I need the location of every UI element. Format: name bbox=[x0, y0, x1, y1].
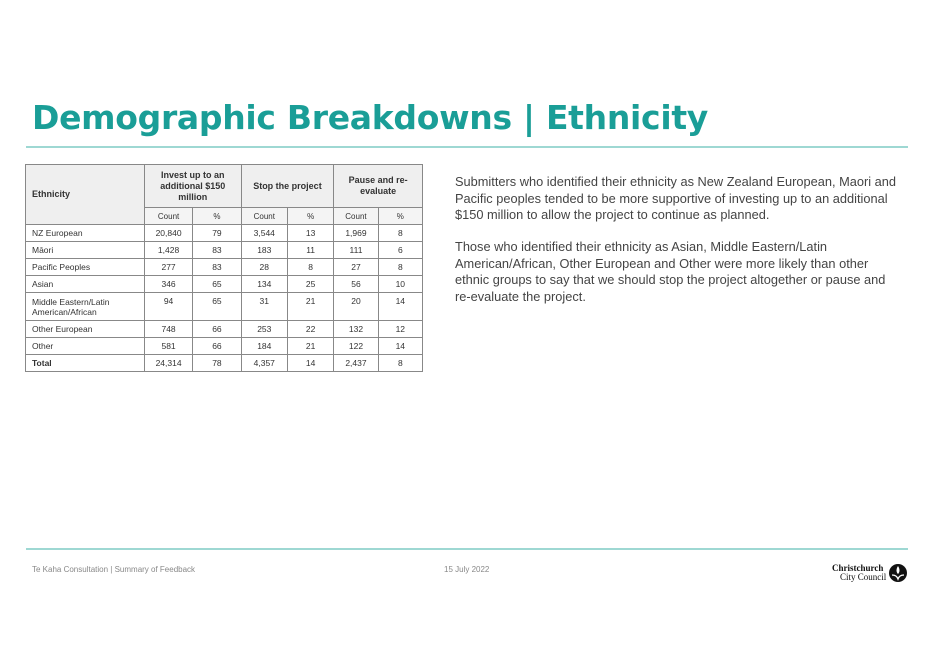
cell-stop-percent: 8 bbox=[287, 259, 333, 276]
cell-invest-percent: 66 bbox=[193, 321, 241, 338]
header-invest-label: Invest up to an additional $150 million bbox=[160, 169, 226, 202]
cell-invest-percent: 78 bbox=[193, 355, 241, 372]
header-pause-label: Pause and re-evaluate bbox=[348, 175, 408, 196]
cell-stop-count: 134 bbox=[241, 276, 287, 293]
christchurch-city-council-logo bbox=[830, 562, 910, 584]
summary-paragraph: Submitters who identified their ethnicity as New Zealand European, Maori and Pacific peoples tended to be more supportive of investing up to an additional $150 million to allow the project to continue as planned. bbox=[455, 174, 897, 222]
row-label: Other bbox=[26, 338, 145, 355]
subheader-percent: % bbox=[287, 208, 333, 225]
cell-stop-count: 4,357 bbox=[241, 355, 287, 372]
cell-stop-count: 28 bbox=[241, 259, 287, 276]
cell-pause-count: 2,437 bbox=[334, 355, 378, 372]
page-title: Demographic Breakdowns | Ethnicity bbox=[32, 98, 709, 137]
subheader-count: Count bbox=[241, 208, 287, 225]
cell-invest-percent: 66 bbox=[193, 338, 241, 355]
cell-stop-percent: 25 bbox=[287, 276, 333, 293]
cell-stop-count: 31 bbox=[241, 293, 287, 321]
table-row bbox=[26, 276, 423, 293]
cell-pause-percent: 14 bbox=[378, 293, 422, 321]
cell-invest-count: 748 bbox=[144, 321, 192, 338]
cell-invest-percent: 65 bbox=[193, 293, 241, 321]
logo-line-1: Christchurch bbox=[832, 563, 884, 573]
table-row bbox=[26, 259, 423, 276]
ethnicity-table bbox=[25, 164, 423, 372]
cell-invest-percent: 83 bbox=[193, 259, 241, 276]
cell-pause-count: 132 bbox=[334, 321, 378, 338]
cell-pause-percent: 6 bbox=[378, 242, 422, 259]
cell-pause-count: 111 bbox=[334, 242, 378, 259]
cell-stop-count: 183 bbox=[241, 242, 287, 259]
table-row bbox=[26, 293, 423, 321]
cell-pause-percent: 14 bbox=[378, 338, 422, 355]
table-row bbox=[26, 242, 423, 259]
cell-pause-count: 27 bbox=[334, 259, 378, 276]
cell-pause-percent: 8 bbox=[378, 225, 422, 242]
row-label-text: Middle Eastern/Latin American/African bbox=[32, 296, 110, 317]
row-label: Pacific Peoples bbox=[26, 259, 145, 276]
row-label: Māori bbox=[26, 242, 145, 259]
cell-invest-count: 20,840 bbox=[144, 225, 192, 242]
footer-divider bbox=[26, 548, 908, 550]
christchurch-council-logo-icon bbox=[888, 563, 908, 583]
row-label bbox=[26, 293, 145, 321]
cell-invest-count: 277 bbox=[144, 259, 192, 276]
header-stop: Stop the project bbox=[241, 165, 334, 208]
cell-stop-percent: 14 bbox=[287, 355, 333, 372]
row-label: Other European bbox=[26, 321, 145, 338]
cell-stop-percent: 22 bbox=[287, 321, 333, 338]
subheader-percent: % bbox=[193, 208, 241, 225]
footer-date: 15 July 2022 bbox=[444, 565, 490, 574]
cell-pause-percent: 8 bbox=[378, 355, 422, 372]
subheader-count: Count bbox=[144, 208, 192, 225]
table-row bbox=[26, 225, 423, 242]
header-pause bbox=[334, 165, 423, 208]
footer-document-title: Te Kaha Consultation | Summary of Feedback bbox=[32, 565, 196, 574]
cell-pause-count: 20 bbox=[334, 293, 378, 321]
cell-pause-count: 56 bbox=[334, 276, 378, 293]
cell-stop-percent: 21 bbox=[287, 293, 333, 321]
cell-pause-count: 122 bbox=[334, 338, 378, 355]
cell-stop-percent: 13 bbox=[287, 225, 333, 242]
table-row bbox=[26, 321, 423, 338]
row-label-total: Total bbox=[26, 355, 145, 372]
logo-line-2: City Council bbox=[840, 572, 887, 582]
subheader-count: Count bbox=[334, 208, 378, 225]
cell-pause-percent: 10 bbox=[378, 276, 422, 293]
cell-invest-count: 346 bbox=[144, 276, 192, 293]
cell-pause-count: 1,969 bbox=[334, 225, 378, 242]
cell-invest-percent: 79 bbox=[193, 225, 241, 242]
summary-paragraph: Those who identified their ethnicity as Asian, Middle Eastern/Latin American/African, Other European and Other were more likely than other ethnic groups to say that we should stop the project altogether or pause and re-evaluate the project. bbox=[455, 239, 886, 304]
cell-invest-count: 581 bbox=[144, 338, 192, 355]
title-divider bbox=[26, 146, 908, 148]
cell-invest-count: 24,314 bbox=[144, 355, 192, 372]
cell-stop-percent: 21 bbox=[287, 338, 333, 355]
table-row bbox=[26, 338, 423, 355]
row-label: NZ European bbox=[26, 225, 145, 242]
subheader-percent: % bbox=[378, 208, 422, 225]
row-label: Asian bbox=[26, 276, 145, 293]
header-invest bbox=[144, 165, 241, 208]
cell-stop-count: 184 bbox=[241, 338, 287, 355]
cell-stop-count: 253 bbox=[241, 321, 287, 338]
cell-invest-count: 94 bbox=[144, 293, 192, 321]
cell-invest-count: 1,428 bbox=[144, 242, 192, 259]
table-total-row bbox=[26, 355, 423, 372]
cell-stop-count: 3,544 bbox=[241, 225, 287, 242]
cell-pause-percent: 8 bbox=[378, 259, 422, 276]
cell-pause-percent: 12 bbox=[378, 321, 422, 338]
cell-stop-percent: 11 bbox=[287, 242, 333, 259]
cell-invest-percent: 83 bbox=[193, 242, 241, 259]
header-ethnicity: Ethnicity bbox=[26, 165, 145, 225]
cell-invest-percent: 65 bbox=[193, 276, 241, 293]
